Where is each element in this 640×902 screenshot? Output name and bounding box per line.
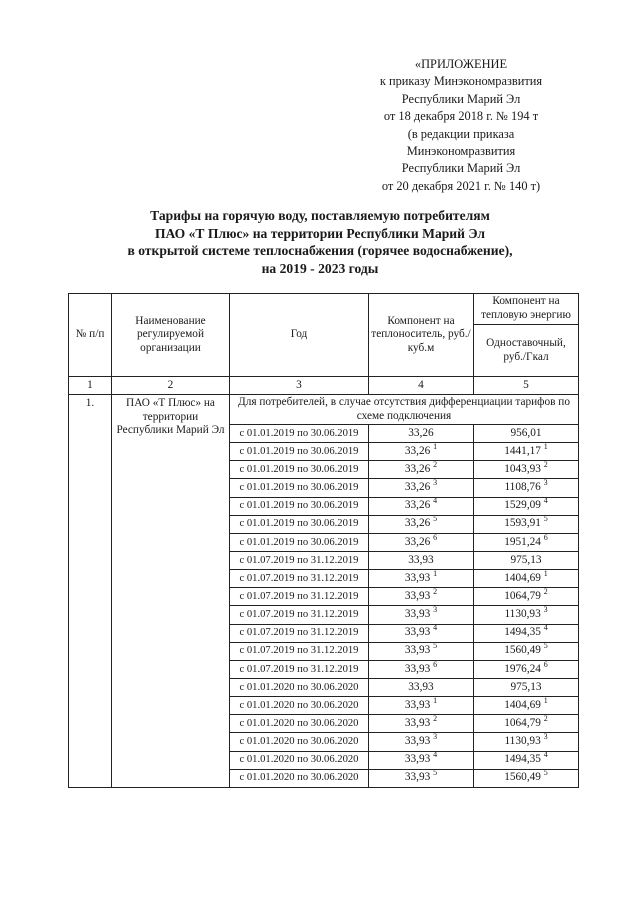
- carrier-cell: [369, 715, 474, 733]
- energy-cell-value: 1593,91: [504, 517, 541, 530]
- carrier-cell: [369, 588, 474, 606]
- carrier-cell: [369, 624, 474, 642]
- energy-cell-value: 1064,79: [504, 717, 541, 730]
- footnote-mark: 3: [433, 605, 438, 615]
- energy-cell-value: 975,13: [510, 553, 542, 566]
- group-row: [69, 395, 579, 425]
- energy-cell-value: 1560,49: [504, 644, 541, 657]
- organization-name: ПАО «Т Плюс» на территории Республики Марий Эл: [112, 395, 230, 788]
- carrier-cell: [369, 533, 474, 551]
- document-title: [70, 207, 570, 277]
- footnote-mark: 2: [433, 714, 438, 724]
- header-carrier: Компонент на теплоноситель, руб./куб.м: [369, 294, 474, 377]
- energy-cell: [474, 733, 579, 751]
- energy-cell-value: 1494,35: [504, 753, 541, 766]
- footnote-mark: 5: [543, 642, 548, 651]
- energy-cell: [474, 551, 579, 569]
- energy-cell: [474, 588, 579, 606]
- carrier-cell: [369, 660, 474, 678]
- energy-cell-value: 975,13: [510, 680, 542, 693]
- appendix-line: Республики Марий Эл: [401, 91, 521, 106]
- title-line: ПАО «Т Плюс» на территории Республики Марий Эл: [154, 225, 486, 241]
- energy-cell: [474, 443, 579, 461]
- carrier-cell-value: 33,93: [404, 735, 431, 748]
- carrier-cell-value: 33,93: [404, 662, 431, 675]
- energy-cell-value: 1064,79: [504, 590, 541, 603]
- column-number: 5: [474, 377, 579, 395]
- period-cell: с 01.01.2020 по 30.06.2020: [230, 751, 369, 769]
- footnote-mark: 5: [543, 769, 548, 778]
- carrier-cell-value: 33,93: [404, 626, 431, 639]
- energy-cell: [474, 425, 579, 443]
- footnote-mark: 3: [543, 478, 548, 488]
- header-num: № п/п: [69, 294, 112, 377]
- footnote-mark: 1: [543, 696, 548, 706]
- period-cell: с 01.01.2020 по 30.06.2020: [230, 715, 369, 733]
- column-number: 2: [112, 377, 230, 395]
- footnote-mark: 3: [543, 732, 548, 742]
- period-cell: с 01.01.2019 по 30.06.2019: [230, 443, 369, 461]
- carrier-cell-value: 33,93: [404, 753, 431, 766]
- energy-cell-value: 1043,93: [504, 463, 541, 476]
- column-number: 3: [230, 377, 369, 395]
- column-number-row: [69, 377, 579, 395]
- appendix-line: от 20 декабря 2021 г. № 140 т): [381, 178, 541, 193]
- energy-cell-value: 1560,49: [504, 771, 541, 784]
- period-cell: с 01.07.2019 по 31.12.2019: [230, 588, 369, 606]
- period-cell: с 01.01.2020 по 30.06.2020: [230, 678, 369, 696]
- carrier-cell-value: 33,26: [404, 517, 431, 530]
- header-single: Одноставочный, руб./Гкал: [474, 325, 579, 377]
- footnote-mark: 3: [433, 478, 438, 488]
- energy-cell: [474, 515, 579, 533]
- energy-cell: [474, 769, 579, 787]
- footnote-mark: 2: [543, 714, 548, 724]
- energy-cell-value: 956,01: [510, 426, 542, 439]
- row-number: 1.: [69, 395, 112, 788]
- appendix-line: Минэкономразвития: [406, 144, 516, 159]
- period-cell: с 01.07.2019 по 31.12.2019: [230, 551, 369, 569]
- energy-cell: [474, 497, 579, 515]
- energy-cell: [474, 715, 579, 733]
- appendix-line: от 18 декабря 2018 г. № 194 т: [383, 109, 539, 124]
- column-number: 4: [369, 377, 474, 395]
- energy-cell: [474, 697, 579, 715]
- carrier-cell: [369, 642, 474, 660]
- period-cell: с 01.01.2019 по 30.06.2019: [230, 425, 369, 443]
- carrier-cell: [369, 733, 474, 751]
- footnote-mark: 4: [543, 624, 548, 633]
- energy-cell-value: 1130,93: [504, 735, 541, 748]
- column-number: 1: [69, 377, 112, 395]
- carrier-cell-value: 33,26: [404, 463, 431, 476]
- footnote-mark: 2: [433, 587, 438, 597]
- appendix-line: Республики Марий Эл: [401, 161, 521, 176]
- period-cell: с 01.01.2019 по 30.06.2019: [230, 497, 369, 515]
- period-cell: с 01.01.2020 по 30.06.2020: [230, 697, 369, 715]
- energy-cell: [474, 642, 579, 660]
- period-cell: с 01.01.2019 по 30.06.2019: [230, 461, 369, 479]
- energy-cell-value: 1441,17: [504, 444, 541, 457]
- energy-cell-value: 1108,76: [504, 481, 541, 494]
- energy-cell: [474, 660, 579, 678]
- footnote-mark: 6: [433, 533, 438, 542]
- appendix-line: к приказу Минэкономразвития: [379, 74, 543, 89]
- energy-cell-value: 1976,24: [504, 662, 541, 675]
- energy-cell-value: 1404,69: [504, 571, 541, 584]
- energy-cell: [474, 624, 579, 642]
- carrier-cell: [369, 570, 474, 588]
- carrier-cell: [369, 461, 474, 479]
- period-cell: с 01.07.2019 по 31.12.2019: [230, 624, 369, 642]
- carrier-cell: [369, 479, 474, 497]
- carrier-cell-value: 33,93: [408, 553, 434, 566]
- carrier-cell-value: 33,93: [408, 680, 434, 693]
- carrier-cell-value: 33,93: [404, 644, 431, 657]
- appendix-line: «ПРИЛОЖЕНИЕ: [414, 57, 508, 71]
- footnote-mark: 5: [433, 642, 438, 651]
- carrier-cell: [369, 606, 474, 624]
- carrier-cell-value: 33,26: [404, 481, 431, 494]
- footnote-mark: 1: [433, 442, 438, 452]
- carrier-cell: [369, 443, 474, 461]
- title-line: на 2019 - 2023 годы: [261, 260, 379, 276]
- carrier-cell: [369, 751, 474, 769]
- footnote-mark: 4: [433, 751, 438, 760]
- carrier-cell-value: 33,93: [404, 608, 431, 621]
- title-line: в открытой системе теплоснабжения (горячее водоснабжение),: [127, 243, 513, 259]
- carrier-cell: [369, 551, 474, 569]
- carrier-cell-value: 33,26: [404, 444, 431, 457]
- footnote-mark: 3: [543, 605, 548, 615]
- energy-cell-value: 1951,24: [504, 535, 541, 548]
- header-year: Год: [230, 294, 369, 377]
- energy-cell-value: 1130,93: [504, 608, 541, 621]
- footnote-mark: 4: [433, 624, 438, 633]
- appendix-reference: [352, 56, 570, 195]
- period-cell: с 01.01.2019 по 30.06.2019: [230, 515, 369, 533]
- title-line: Тарифы на горячую воду, поставляемую потребителям: [150, 208, 490, 223]
- appendix-line: (в редакции приказа: [407, 126, 515, 141]
- carrier-cell-value: 33,93: [404, 571, 431, 584]
- carrier-cell: [369, 678, 474, 696]
- footnote-mark: 1: [433, 696, 438, 706]
- carrier-cell: [369, 497, 474, 515]
- header-energy: Компонент на тепловую энергию: [474, 294, 579, 325]
- tariff-table: [68, 293, 579, 788]
- footnote-mark: 4: [543, 497, 548, 506]
- footnote-mark: 1: [543, 569, 548, 579]
- energy-cell-value: 1529,09: [504, 499, 541, 512]
- footnote-mark: 3: [433, 732, 438, 742]
- energy-cell: [474, 751, 579, 769]
- carrier-cell: [369, 515, 474, 533]
- footnote-mark: 5: [433, 515, 438, 524]
- group-note: Для потребителей, в случае отсутствия дифференциации тарифов по схеме подключения: [230, 395, 579, 425]
- carrier-cell-value: 33,26: [404, 499, 431, 512]
- footnote-mark: 5: [543, 515, 548, 524]
- footnote-mark: 2: [433, 460, 438, 470]
- footnote-mark: 2: [543, 460, 548, 470]
- carrier-cell: [369, 697, 474, 715]
- footnote-mark: 6: [433, 660, 438, 669]
- footnote-mark: 1: [543, 442, 548, 452]
- carrier-cell-value: 33,93: [404, 698, 431, 711]
- period-cell: с 01.07.2019 по 31.12.2019: [230, 660, 369, 678]
- carrier-cell: [369, 769, 474, 787]
- carrier-cell-value: 33,26: [404, 535, 431, 548]
- carrier-cell-value: 33,26: [408, 426, 434, 439]
- period-cell: с 01.07.2019 по 31.12.2019: [230, 642, 369, 660]
- energy-cell: [474, 533, 579, 551]
- period-cell: с 01.07.2019 по 31.12.2019: [230, 606, 369, 624]
- energy-cell-value: 1494,35: [504, 626, 541, 639]
- footnote-mark: 6: [543, 660, 548, 669]
- footnote-mark: 6: [543, 533, 548, 542]
- period-cell: с 01.01.2019 по 30.06.2019: [230, 533, 369, 551]
- carrier-cell-value: 33,93: [404, 771, 431, 784]
- footnote-mark: 5: [433, 769, 438, 778]
- carrier-cell-value: 33,93: [404, 717, 431, 730]
- energy-cell: [474, 678, 579, 696]
- period-cell: с 01.01.2020 по 30.06.2020: [230, 733, 369, 751]
- energy-cell: [474, 570, 579, 588]
- carrier-cell: [369, 425, 474, 443]
- footnote-mark: 2: [543, 587, 548, 597]
- period-cell: с 01.01.2020 по 30.06.2020: [230, 769, 369, 787]
- footnote-mark: 4: [433, 497, 438, 506]
- carrier-cell-value: 33,93: [404, 590, 431, 603]
- energy-cell: [474, 461, 579, 479]
- energy-cell: [474, 479, 579, 497]
- period-cell: с 01.01.2019 по 30.06.2019: [230, 479, 369, 497]
- period-cell: с 01.07.2019 по 31.12.2019: [230, 570, 369, 588]
- footnote-mark: 1: [433, 569, 438, 579]
- energy-cell: [474, 606, 579, 624]
- header-org: Наименование регулируемой организации: [112, 294, 230, 377]
- energy-cell-value: 1404,69: [504, 698, 541, 711]
- footnote-mark: 4: [543, 751, 548, 760]
